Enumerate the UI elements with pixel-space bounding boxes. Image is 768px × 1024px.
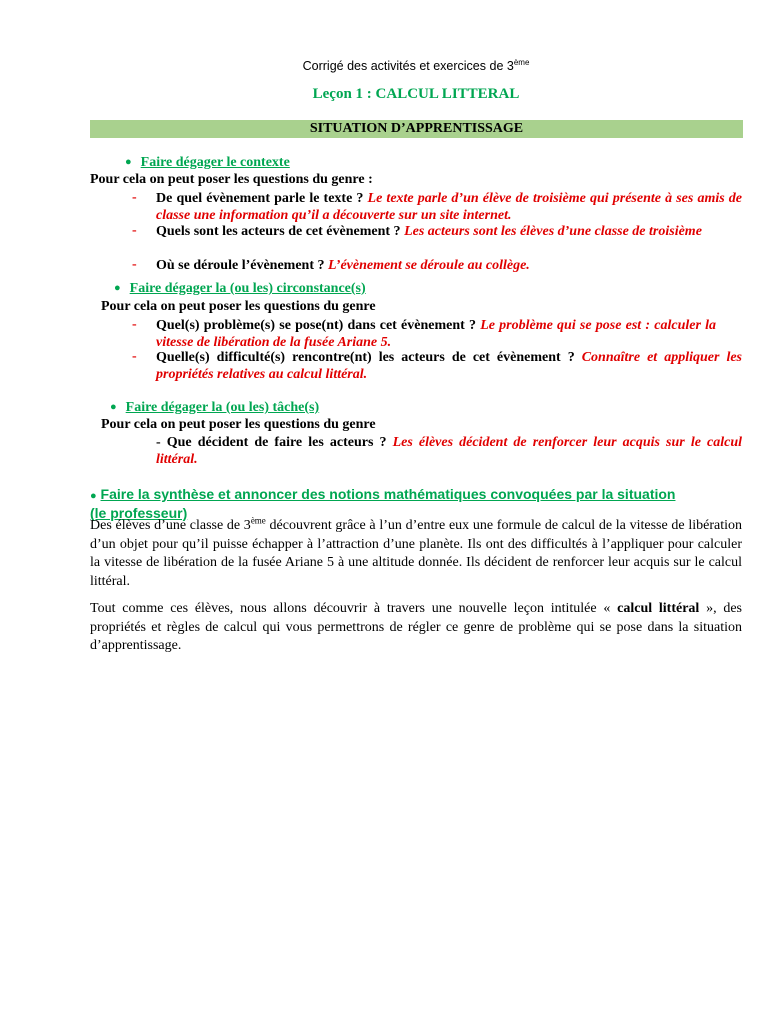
heading-tasks: ● Faire dégager la (ou les) tâche(s) [110,400,320,415]
list-item: Quels sont les acteurs de cet évènement ? Les acteurs sont les élèves d’une classe de troisième [156,224,702,239]
section-banner: SITUATION D’APPRENTISSAGE [90,120,743,138]
bullet-icon: ● [114,282,121,294]
list-item: Quel(s) problème(s) se pose(nt) dans cet évènement ? Le problème qui se pose est : calculer la vitesse de libération de la fusée Ariane 5. [156,318,716,350]
bullet-icon: ● [125,156,132,168]
list-item: - Que décident de faire les acteurs ? Les élèves décident de renforcer leur acquis sur le calcul littéral. [156,435,742,467]
bullet-icon: ● [110,401,117,413]
lesson-title: Leçon 1 : CALCUL LITTERAL [312,86,520,102]
bullet-icon: ● [90,490,97,502]
course-title: Corrigé des activités et exercices de 3ème [302,57,530,73]
dash-icon: - [132,190,137,205]
paragraph-synthesis: Des élèves d’une classe de 3ème découvrent grâce à l’un d’entre eux une formule de calcul de la vitesse de libération d’un objet pour qu’il puisse échapper à l’attraction d’une planète. Ils ont des difficultés à l’appliquer pour calculer la vitesse de libération de la fusée Ariane 5 à une altitude donnée. Ils décident de renforcer leur acquis sur le calcul littéral. [90,515,742,589]
dash-icon: - [132,317,137,332]
heading-circumstances: ● Faire dégager la (ou les) circonstance(s) [114,281,366,296]
dash-icon: - [132,223,137,238]
paragraph-announcement: Tout comme ces élèves, nous allons découvrir à travers une nouvelle leçon intitulée « calcul littéral », des propriétés et règles de calcul qui vous permettrons de régler ce genre de problème qui se pose dans la situation d’apprentissage. [90,601,742,653]
list-item: De quel évènement parle le texte ? Le texte parle d’un élève de troisième qui présente à ses amis de classe une information qu’il a découverte sur un site internet. [156,191,743,223]
intro-context: Pour cela on peut poser les questions du genre : [90,172,373,187]
heading-synthesis: ● Faire la synthèse et annoncer des notions mathématiques convoquées par la situation (le professeur) [90,486,676,521]
dash-icon: - [132,257,137,272]
list-item: Où se déroule l’évènement ? L’évènement se déroule au collège. [156,258,530,273]
heading-context: ● Faire dégager le contexte [125,155,290,170]
list-item: Quelle(s) difficulté(s) rencontre(nt) les acteurs de cet évènement ? Connaître et appliquer les propriétés relatives au calcul littéral. [156,350,742,382]
dash-icon: - [132,349,137,364]
intro-circumstances: Pour cela on peut poser les questions du genre [101,299,376,314]
intro-tasks: Pour cela on peut poser les questions du genre [101,417,376,432]
